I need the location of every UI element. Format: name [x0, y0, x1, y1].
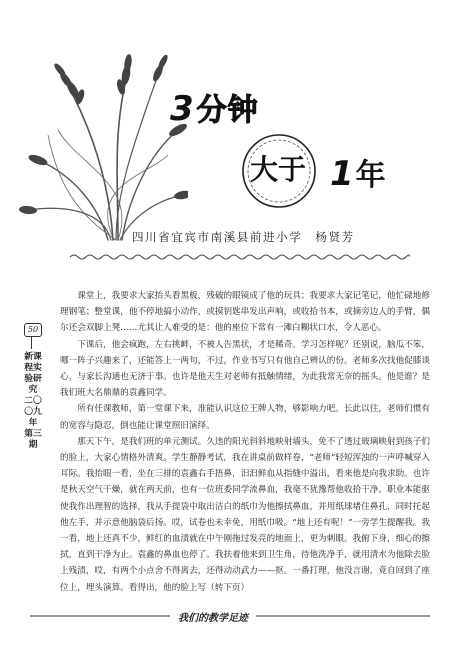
article-title-suffix	[330, 150, 386, 194]
article-body	[60, 288, 430, 596]
wavy-divider	[70, 250, 410, 264]
paragraph-4: 那天下午，是我们班的单元测试。久违的阳光斜斜地映射墙头，免不了透过玻璃映射到孩子们的脸上，大家心情格外清爽。学生静静考试，我在讲桌前做样卷，“老师”轻短浑浊的一声呼喊穿入耳际。我抬眼一看，坐在三排的袁鑫右手捂鼻，汩汩鲜血从指缝中溢出，看来他是向我求助。也许是秋天空气干燥，就在两天前，也有一位班委同学流鼻血，我毫不犹豫帮他收拾干净。职业本能驱使我作出理智的选择，我从手提袋中取出洁白的纸巾为他擦拭鼻血，并用纸球堵住鼻孔，同时托起他左手，并示意他脑袋后扬。哎，试卷也未幸免，用纸巾吸。“地上还有呢！”一旁学生提醒我。我一看，地上还真不少，鲜红的血渍就在中午刚拖过发亮的地面上，更为刺眼。我俯下身，细心的擦拭，直到干净为止。袁鑫的鼻血也停了。我扶着他来到卫生角，待他洗净手，就用清水为他除去脸上残渍，哎，有两个小点舍不得离去，还得动动武力——抠。一番打理，他没言谢，竟自回到了座位上，埋头演算。看得出，他的脸上写（转下页）	[60, 436, 430, 593]
author-line: 四川省宜宾市南溪县前进小学 杨贤芳	[132, 230, 355, 244]
title-badge-text: 大于	[250, 153, 307, 186]
footer-section-label: 我们的教学足迹	[170, 609, 256, 624]
paragraph-2: 下课后，他会疯跑，左右挑衅，不被人告黑状，才是稀奇。学习怎样呢？还别说，脑瓜不笨，哪一阵子兴趣来了，还能答上一两句，不过，作业书写只有他自己辨认的份。老师多次找他促膝谈心，与家长沟通也无济于事。也许是他天生对老师有抵触情绪，为此我常无奈的摇头。他是谁？是我们班大名鼎鼎的袁鑫同学。	[60, 339, 430, 399]
wheat-illustration	[18, 35, 188, 245]
margin-divider	[31, 337, 32, 349]
title-text-year: 年	[355, 158, 386, 193]
paragraph-3: 所有任课教师，第一堂课下来，准能认识这位王牌人物，够影响力吧。长此以往，老师们惯有的宽容与隐忍，倒也能让课堂照旧演绎。	[60, 404, 430, 431]
title-text-minutes: 分钟	[196, 93, 259, 128]
page-number: 50	[24, 323, 42, 337]
article-title-line1	[170, 85, 259, 129]
journal-sidebar-label: 新课程实验研究 二〇〇九年 第三期	[24, 352, 47, 450]
title-number-3: 3	[170, 89, 195, 129]
paragraph-1: 课堂上，我要求大家抬头看黑板，残破的眼镜成了他的玩具；我要求大家记笔记，他忙碌地修理钢笔；整堂课，他不停地搞小动作，或摸钥匙串发出声响，或收拾书本，或摘旁边人的手臂，偶尔还会双脚上凳……尤其让人难受的是：他的座位下常有一滩白糊状口水，令人恶心。	[60, 291, 430, 334]
title-number-1: 1	[330, 154, 354, 194]
